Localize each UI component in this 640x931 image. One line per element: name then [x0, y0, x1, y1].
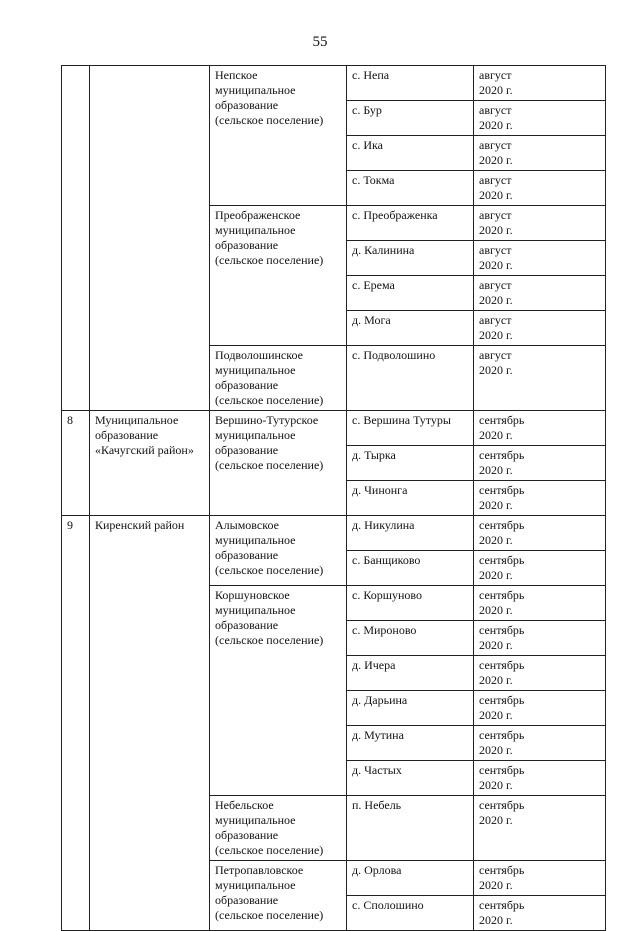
date-cell-line: сентябрь [479, 693, 525, 707]
settlement-cell [347, 171, 474, 206]
table-row [62, 411, 606, 446]
date-cell [474, 446, 606, 481]
date-cell-line: август [479, 68, 512, 82]
date-cell [474, 691, 606, 726]
settlement-cell [347, 446, 474, 481]
settlement-cell-line: д. Частых [352, 763, 402, 777]
date-cell-line: 2020 г. [479, 913, 513, 927]
date-cell-line: 2020 г. [479, 463, 513, 477]
municipality-cell-line: Петропавловское [215, 863, 304, 877]
date-cell-line: август [479, 313, 512, 327]
settlement-cell-line: с. Банщиково [352, 553, 421, 567]
settlement-cell [347, 311, 474, 346]
date-cell [474, 516, 606, 551]
date-cell-line: август [479, 103, 512, 117]
municipality-cell-line: Подволошинское [215, 348, 303, 362]
date-cell [474, 796, 606, 861]
settlement-cell [347, 66, 474, 101]
date-cell [474, 586, 606, 621]
date-cell [474, 311, 606, 346]
date-cell-line: сентябрь [479, 518, 525, 532]
date-cell-line: сентябрь [479, 763, 525, 777]
date-cell [474, 896, 606, 931]
municipality-cell-line: (сельское поселение) [215, 393, 324, 407]
municipality-cell-line: образование [215, 378, 279, 392]
date-cell-line: август [479, 173, 512, 187]
date-cell-line: август [479, 138, 512, 152]
date-cell [474, 411, 606, 446]
municipality-cell-line: Вершино-Тутурское [215, 413, 319, 427]
municipality-cell-line: (сельское поселение) [215, 253, 324, 267]
settlement-cell-line: п. Небель [352, 798, 402, 812]
date-cell-line: август [479, 278, 512, 292]
date-cell [474, 761, 606, 796]
date-cell [474, 346, 606, 411]
date-cell [474, 276, 606, 311]
date-cell-line: 2020 г. [479, 258, 513, 272]
date-cell-line: 2020 г. [479, 83, 513, 97]
settlement-cell [347, 346, 474, 411]
municipality-cell-line: муниципальное [215, 428, 296, 442]
settlement-cell [347, 796, 474, 861]
district-cell [90, 66, 210, 411]
settlement-cell [347, 896, 474, 931]
date-cell [474, 101, 606, 136]
date-cell-line: 2020 г. [479, 328, 513, 342]
date-cell [474, 551, 606, 586]
date-cell [474, 171, 606, 206]
municipality-cell-line: муниципальное [215, 83, 296, 97]
date-cell-line: сентябрь [479, 448, 525, 462]
settlement-cell-line: д. Чинонга [352, 483, 408, 497]
date-cell-line: август [479, 348, 512, 362]
settlement-cell [347, 516, 474, 551]
municipality-cell-line: (сельское поселение) [215, 113, 324, 127]
municipality-cell-line: (сельское поселение) [215, 908, 324, 922]
date-cell-line: 2020 г. [479, 428, 513, 442]
municipality-cell-line: образование [215, 548, 279, 562]
municipality-cell-line: Непское [215, 68, 258, 82]
settlement-cell-line: с. Ика [352, 138, 383, 152]
date-cell-line: сентябрь [479, 658, 525, 672]
municipality-cell-line: муниципальное [215, 813, 296, 827]
settlement-cell [347, 101, 474, 136]
date-cell [474, 861, 606, 896]
settlement-cell-line: с. Непа [352, 68, 390, 82]
settlement-cell [347, 761, 474, 796]
district-cell-line: Киренский район [95, 518, 185, 532]
settlement-cell-line: с. Бур [352, 103, 382, 117]
district-cell-line: Муниципальное [95, 413, 179, 427]
date-cell-line: сентябрь [479, 553, 525, 567]
date-cell-line: 2020 г. [479, 153, 513, 167]
date-cell-line: сентябрь [479, 863, 525, 877]
row-number-cell-line: 8 [67, 413, 73, 427]
date-cell-line: сентябрь [479, 798, 525, 812]
municipality-cell-line: Коршуновское [215, 588, 290, 602]
municipality-cell-line: образование [215, 618, 279, 632]
settlement-cell [347, 861, 474, 896]
row-number-cell [62, 516, 90, 931]
municipality-cell-line: Алымовское [215, 518, 279, 532]
settlement-cell-line: д. Калинина [352, 243, 415, 257]
municipality-cell-line: (сельское поселение) [215, 563, 324, 577]
municipality-cell [210, 861, 347, 931]
municipality-cell-line: образование [215, 893, 279, 907]
settlement-cell-line: с. Подволошино [352, 348, 436, 362]
municipality-cell-line: (сельское поселение) [215, 633, 324, 647]
settlement-cell [347, 726, 474, 761]
settlement-cell-line: с. Вершина Тутуры [352, 413, 451, 427]
date-cell-line: 2020 г. [479, 118, 513, 132]
date-cell-line: сентябрь [479, 483, 525, 497]
date-cell [474, 481, 606, 516]
date-cell-line: 2020 г. [479, 638, 513, 652]
date-cell [474, 656, 606, 691]
date-cell [474, 241, 606, 276]
date-cell-line: август [479, 243, 512, 257]
table-body [62, 66, 606, 931]
settlement-cell-line: д. Тырка [352, 448, 396, 462]
district-cell [90, 411, 210, 516]
settlement-cell-line: д. Мога [352, 313, 391, 327]
date-cell-line: сентябрь [479, 728, 525, 742]
date-cell-line: 2020 г. [479, 813, 513, 827]
row-number-cell [62, 66, 90, 411]
date-cell-line: 2020 г. [479, 603, 513, 617]
municipality-cell-line: образование [215, 443, 279, 457]
settlement-cell [347, 586, 474, 621]
municipality-cell [210, 411, 347, 516]
municipality-cell-line: муниципальное [215, 223, 296, 237]
municipality-cell [210, 346, 347, 411]
settlement-cell [347, 621, 474, 656]
settlement-cell [347, 691, 474, 726]
date-cell-line: 2020 г. [479, 708, 513, 722]
municipality-cell-line: Небельское [215, 798, 274, 812]
municipality-cell-line: муниципальное [215, 363, 296, 377]
row-number-cell [62, 411, 90, 516]
settlement-cell-line: с. Сполошино [352, 898, 424, 912]
municipality-cell-line: (сельское поселение) [215, 458, 324, 472]
settlement-cell [347, 136, 474, 171]
date-cell-line: 2020 г. [479, 293, 513, 307]
settlement-cell-line: д. Дарьина [352, 693, 408, 707]
settlement-cell-line: с. Мироново [352, 623, 417, 637]
page-number: 55 [312, 34, 328, 50]
settlement-cell [347, 206, 474, 241]
district-cell-line: «Качугский район» [95, 443, 194, 457]
municipality-cell [210, 66, 347, 206]
settlement-cell-line: с. Токма [352, 173, 395, 187]
municipality-cell-line: образование [215, 98, 279, 112]
municipality-cell-line: муниципальное [215, 878, 296, 892]
municipality-cell [210, 206, 347, 346]
municipality-cell-line: (сельское поселение) [215, 843, 324, 857]
date-cell-line: 2020 г. [479, 533, 513, 547]
date-cell-line: 2020 г. [479, 568, 513, 582]
settlement-cell [347, 656, 474, 691]
municipality-cell-line: муниципальное [215, 603, 296, 617]
municipality-cell-line: муниципальное [215, 533, 296, 547]
district-cell-line: образование [95, 428, 159, 442]
settlement-cell-line: д. Ичера [352, 658, 396, 672]
municipality-cell-line: образование [215, 238, 279, 252]
settlement-cell [347, 241, 474, 276]
date-cell-line: 2020 г. [479, 363, 513, 377]
municipality-cell [210, 796, 347, 861]
district-cell [90, 516, 210, 931]
municipality-cell [210, 586, 347, 796]
date-cell-line: 2020 г. [479, 743, 513, 757]
settlement-cell [347, 276, 474, 311]
date-cell-line: сентябрь [479, 898, 525, 912]
date-cell-line: 2020 г. [479, 673, 513, 687]
date-cell-line: сентябрь [479, 588, 525, 602]
settlement-cell-line: д. Орлова [352, 863, 402, 877]
date-cell-line: август [479, 208, 512, 222]
table-row [62, 516, 606, 551]
date-cell-line: сентябрь [479, 413, 525, 427]
row-number-cell-line: 9 [67, 518, 73, 532]
municipality-cell-line: Преображенское [215, 208, 301, 222]
municipality-cell [210, 516, 347, 586]
date-cell-line: 2020 г. [479, 223, 513, 237]
date-cell-line: 2020 г. [479, 498, 513, 512]
date-cell-line: 2020 г. [479, 778, 513, 792]
settlement-cell-line: с. Ерема [352, 278, 395, 292]
date-cell [474, 206, 606, 241]
settlement-cell-line: с. Коршуново [352, 588, 422, 602]
date-cell-line: сентябрь [479, 623, 525, 637]
settlement-cell-line: с. Преображенка [352, 208, 438, 222]
settlement-cell-line: д. Никулина [352, 518, 415, 532]
settlement-cell [347, 551, 474, 586]
municipality-cell-line: образование [215, 828, 279, 842]
date-cell [474, 726, 606, 761]
settlement-cell [347, 481, 474, 516]
date-cell [474, 136, 606, 171]
settlement-cell-line: д. Мутина [352, 728, 404, 742]
settlements-table [61, 65, 606, 931]
date-cell-line: 2020 г. [479, 878, 513, 892]
date-cell [474, 66, 606, 101]
table-row [62, 66, 606, 101]
date-cell-line: 2020 г. [479, 188, 513, 202]
settlement-cell [347, 411, 474, 446]
date-cell [474, 621, 606, 656]
